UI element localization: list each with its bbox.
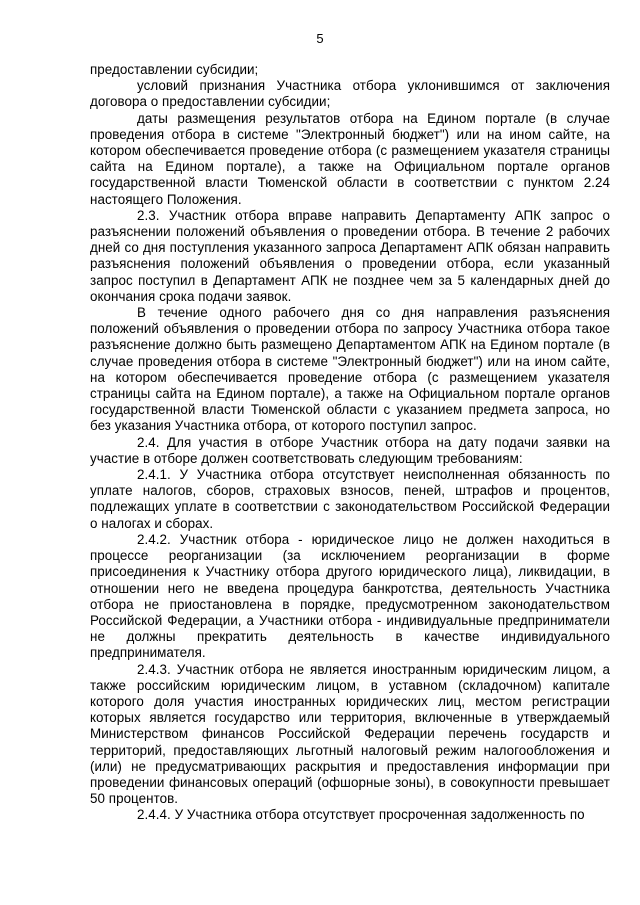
paragraph: 2.4.2. Участник отбора - юридическое лицо не должен находиться в процессе реорганизации (за исключением реорганизации в форме присоединения к Участнику отбора другого юридического лица), ликвидации, в отношении него не введена процедура банкротства, деятельность Участника отбора не приостановлена в порядке, предусмотренном законодательством Российской Федерации, а Участники отбора - индивидуальные предприниматели не должны прекратить деятельность в качестве индивидуального предпринимателя. [90, 531, 610, 661]
paragraph: 2.4. Для участия в отборе Участник отбора на дату подачи заявки на участие в отборе должен соответствовать следующим требованиям: [90, 434, 610, 466]
paragraph: 2.4.3. Участник отбора не является иностранным юридическим лицом, а также российским юридическим лицом, в уставном (складочном) капитале которого доля участия иностранных юридических лиц, местом регистрации которых является государство или территория, включенные в утверждаемый Министерством финансов Российской Федерации перечень государств и территорий, предоставляющих льготный налоговый режим налогообложения и (или) не предусматривающих раскрытия и предоставления информации при проведении финансовых операций (офшорные зоны), в совокупности превышает 50 процентов. [90, 661, 610, 807]
paragraph: 2.4.1. У Участника отбора отсутствует неисполненная обязанность по уплате налогов, сборов, страховых взносов, пеней, штрафов и процентов, подлежащих уплате в соответствии с законодательством Российской Федерации о налогах и сборах. [90, 467, 610, 531]
paragraph: даты размещения результатов отбора на Едином портале (в случае проведения отбора в системе "Электронный бюджет") или на ином сайте, на котором обеспечивается проведение отбора (с размещением указателя страницы сайта на Едином портале), а также на Официальном портале органов государственной власти Тюменской области в соответствии с пунктом 2.24 настоящего Положения. [90, 110, 610, 207]
document-body [90, 62, 610, 824]
paragraph: предоставлении субсидии; [90, 62, 259, 77]
paragraph: В течение одного рабочего дня со дня направления разъяснения положений объявления о проведении отбора по запросу Участника отбора такое разъяснение должно быть размещено Департаментом АПК на Едином портале (в случае проведения отбора в системе "Электронный бюджет") или на ином сайте, на котором обеспечивается проведение отбора (с размещением указателя страницы сайта на Едином портале), а также на Официальном портале органов государственной власти Тюменской области с указанием предмета запроса, но без указания Участника отбора, от которого поступил запрос. [90, 305, 610, 434]
paragraph: 2.3. Участник отбора вправе направить Департаменту АПК запрос о разъяснении положений объявления о проведении отбора. В течение 2 рабочих дней со дня поступления указанного запроса Департамент АПК обязан направить разъяснения положений объявления о проведении отбора, если указанный запрос поступил в Департамент АПК не позднее чем за 5 календарных дней до окончания срока подачи заявок. [90, 207, 610, 304]
paragraph: 2.4.4. У Участника отбора отсутствует просроченная задолженность по [137, 807, 585, 823]
page-number: 5 [316, 31, 324, 46]
paragraph: условий признания Участника отбора уклонившимся от заключения договора о предоставлении субсидии; [90, 78, 610, 110]
